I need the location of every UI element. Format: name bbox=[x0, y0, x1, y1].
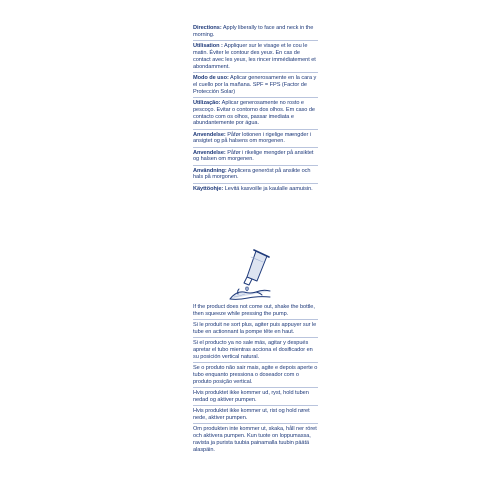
pump-instruction: Om produkten inte kommer ut, skaka, håll ner röret och aktivera pumpen. Kun tuote on loppumassa, ravista ja purista tuubia painamalla tuubin päätä alaspäin. bbox=[193, 425, 317, 453]
pump-instruction: Se o produto não sair mais, agite e depois aperte o tubo enquanto pressiona o doseador com o produto posição vertical. bbox=[193, 365, 318, 388]
pump-instruction: Si le produit ne sort plus, agiter puis appuyer sur le tube en actionnant la pompe tête en haut. bbox=[193, 322, 318, 338]
pump-instruction: If the product does not come out, shake the bottle, then squeeze while pressing the pump. bbox=[193, 304, 318, 320]
directions-label: Användning: bbox=[193, 167, 227, 174]
directions-pt bbox=[193, 100, 318, 130]
directions-text: Aplicar generosamente en la cara y el cuello por la mañana. SPF = FPS (Factor de Protección Solar) bbox=[193, 74, 317, 95]
directions-text: Påfør lotionen i rigelige mængder i ansigtet og på halsens om morgenen. bbox=[193, 131, 311, 145]
pump-instruction: Hvis produktet ikke kommer ud, ryst, hold tuben nedad og aktiver pumpen. bbox=[193, 390, 318, 406]
directions-section bbox=[193, 25, 318, 196]
directions-text: Aplicar generosamente no rosto e pescoço. Evitar o contorno dos olhos. Em caso de contacto com os olhos, passar imediata e abundantemente por água. bbox=[193, 99, 315, 127]
directions-text: Levitä kasvoille ja kaulalle aamuisin. bbox=[223, 185, 313, 192]
directions-fr bbox=[193, 43, 318, 73]
pump-instructions-section bbox=[193, 304, 318, 457]
directions-label: Anvendelse: bbox=[193, 149, 226, 156]
directions-sv bbox=[193, 168, 318, 184]
directions-text: Apply liberally to face and neck in the morning. bbox=[193, 25, 314, 38]
directions-label: Anvendelse: bbox=[193, 131, 226, 138]
directions-text: Applicera generöst på ansikte och hals på morgonen. bbox=[193, 167, 311, 181]
pump-instruction: Hvis produktet ikke kommer ut, rist og hold røret nede, aktiver pumpen. bbox=[193, 408, 318, 424]
directions-da bbox=[193, 132, 318, 148]
directions-label: Modo de uso: bbox=[193, 74, 229, 81]
hand-applying-cream-icon bbox=[226, 247, 274, 305]
directions-text: Påfør i rikelige mengder på ansiktet og halsen om morgenen. bbox=[193, 149, 314, 163]
directions-label: Utilização: bbox=[193, 99, 221, 106]
pump-instruction: Si el producto ya no sale más, agitar y después apretar el tubo mientras acciona el dosificador en su posición vertical natural. bbox=[193, 340, 318, 363]
directions-en bbox=[193, 25, 318, 41]
directions-label: Directions: bbox=[193, 25, 222, 31]
directions-fi bbox=[193, 186, 318, 195]
directions-label: Käyttöohje: bbox=[193, 185, 224, 192]
directions-text: Appliquer sur le visage et le cou le matin. Éviter le contour des yeux. En cas de contact avec les yeux, les rincer immédiatement et abondamment. bbox=[193, 43, 316, 70]
directions-no bbox=[193, 150, 318, 166]
directions-label: Utilisation : bbox=[193, 43, 223, 49]
directions-es bbox=[193, 75, 318, 98]
